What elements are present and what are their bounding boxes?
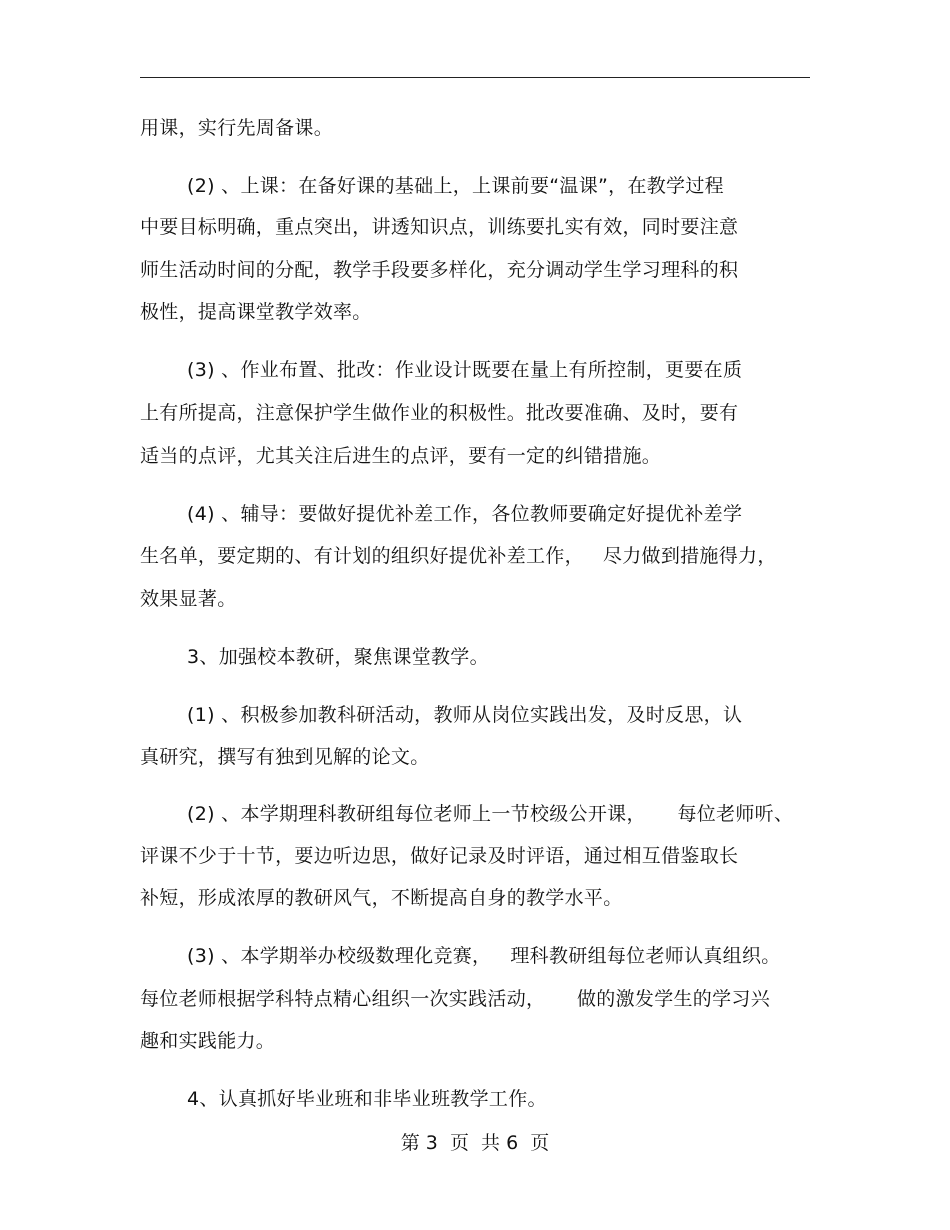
page-number: 第 3 页 共 6 页 (400, 1132, 550, 1154)
text-line: 上有所提高，注意保护学生做作业的积极性。批改要准确、及时，要有 (140, 402, 739, 424)
text-line: (3) 、本学期举办校级数理化竞赛， 理科教研组每位老师认真组织。 (187, 945, 781, 967)
text-line: 趣和实践能力。 (140, 1030, 276, 1052)
text-line: (2) 、上课：在备好课的基础上，上课前要“温课”，在教学过程 (187, 175, 724, 197)
text-line: 每位老师根据学科特点精心组织一次实践活动， 做的激发学生的学习兴 (140, 988, 770, 1010)
text-line: 补短，形成浓厚的教研风气，不断提高自身的教学水平。 (140, 887, 623, 909)
text-line: 3、加强校本教研，聚焦课堂教学。 (187, 646, 489, 668)
text-line: (2) 、本学期理科教研组每位老师上一节校级公开课， 每位老师听、 (187, 803, 794, 825)
header-rule (140, 77, 810, 78)
text-line: (4) 、辅导：要做好提优补差工作，各位教师要确定好提优补差学 (187, 503, 743, 525)
text-line: 4、认真抓好毕业班和非毕业班教学工作。 (187, 1088, 547, 1110)
text-line: 真研究，撰写有独到见解的论文。 (140, 746, 430, 768)
text-line: 生名单，要定期的、有计划的组织好提优补差工作， 尽力做到措施得力， (140, 545, 777, 567)
text-line: (3) 、作业布置、批改：作业设计既要在量上有所控制，更要在质 (187, 359, 743, 381)
text-line: 效果显著。 (140, 588, 237, 610)
text-line: 适当的点评，尤其关注后进生的点评，要有一定的纠错措施。 (140, 445, 662, 467)
text-line: (1) 、积极参加教科研活动，教师从岗位实践出发，及时反思，认 (187, 704, 743, 726)
text-line: 极性，提高课堂教学效率。 (140, 301, 372, 323)
text-line: 师生活动时间的分配，教学手段要多样化，充分调动学生学习理科的积 (140, 259, 739, 281)
text-line: 用课，实行先周备课。 (140, 117, 334, 139)
text-line: 中要目标明确，重点突出，讲透知识点，训练要扎实有效，同时要注意 (140, 216, 739, 238)
text-line: 评课不少于十节，要边听边思，做好记录及时评语，通过相互借鉴取长 (140, 845, 739, 867)
